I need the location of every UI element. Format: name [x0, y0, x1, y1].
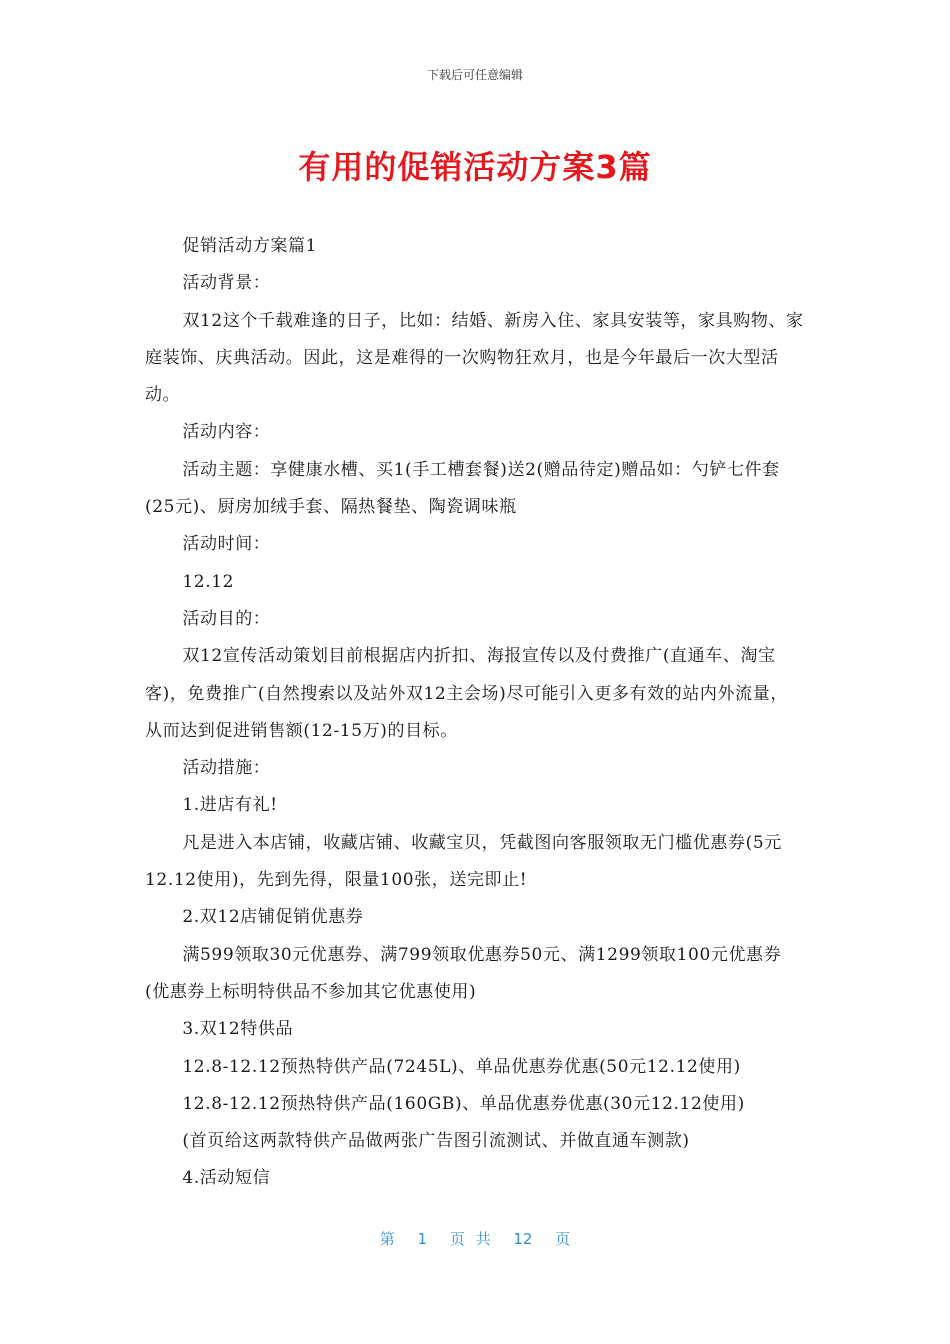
document-title: 有用的促销活动方案3篇 — [298, 148, 652, 186]
paragraph: 4.活动短信 — [182, 1168, 271, 1189]
footer-total-pages: 12 — [513, 1230, 533, 1248]
paragraph: 活动时间： — [182, 534, 271, 555]
paragraph: 12.12 — [182, 571, 235, 592]
paragraph: 3.双12特供品 — [182, 1019, 294, 1040]
paragraph: 活动主题：享健康水槽、买1(手工槽套餐)送2(赠品待定)赠品如：勺铲七件套(25元)、厨房加绒手套、隔热餐垫、陶瓷调味瓶 — [145, 459, 780, 518]
paragraph: 12.8-12.12预热特供产品(7245L)、单品优惠券优惠(50元12.12使用) — [182, 1056, 741, 1077]
paragraph: 活动背景： — [182, 273, 271, 294]
paragraph: 1.进店有礼! — [182, 795, 278, 816]
paragraph: 活动目的： — [182, 608, 271, 629]
paragraph: 双12这个千载难逢的日子，比如：结婚、新房入住、家具安装等，家具购物、家庭装饰、庆典活动。因此，这是难得的一次购物狂欢月，也是今年最后一次大型活动。 — [145, 310, 804, 406]
paragraph: 凡是进入本店铺，收藏店铺、收藏宝贝，凭截图向客服领取无门槛优惠券(5元12.12使用)，先到先得，限量100张，送完即止! — [145, 832, 782, 891]
paragraph: (首页给这两款特供产品做两张广告图引流测试、并做直通车测款) — [182, 1131, 690, 1152]
section-heading: 促销活动方案篇1 — [182, 236, 318, 256]
paragraph: 活动措施： — [182, 758, 271, 779]
paragraph: 双12宣传活动策划目前根据店内折扣、海报宣传以及付费推广(直通车、淘宝客)，免费推广(自然搜索以及站外双12主会场)尽可能引入更多有效的站内外流量，从而达到促进销售额(12-15万)的目标。 — [145, 646, 788, 741]
footer-suffix: 页 — [555, 1230, 571, 1248]
paragraph: 活动内容： — [182, 422, 271, 443]
footer-middle: 页 共 — [449, 1230, 491, 1248]
footer-current-page: 1 — [417, 1230, 428, 1248]
page-footer — [0, 1228, 950, 1249]
header-note: 下载后可任意编辑 — [426, 68, 523, 82]
footer-prefix: 第 — [379, 1230, 395, 1248]
paragraph: 2.双12店铺促销优惠券 — [182, 907, 364, 928]
document-body — [145, 228, 805, 1198]
paragraph: 满599领取30元优惠券、满799领取优惠券50元、满1299领取100元优惠券(优惠券上标明特供品不参加其它优惠使用) — [145, 944, 782, 1002]
paragraph: 12.8-12.12预热特供产品(160GB)、单品优惠券优惠(30元12.12使用) — [182, 1093, 745, 1114]
